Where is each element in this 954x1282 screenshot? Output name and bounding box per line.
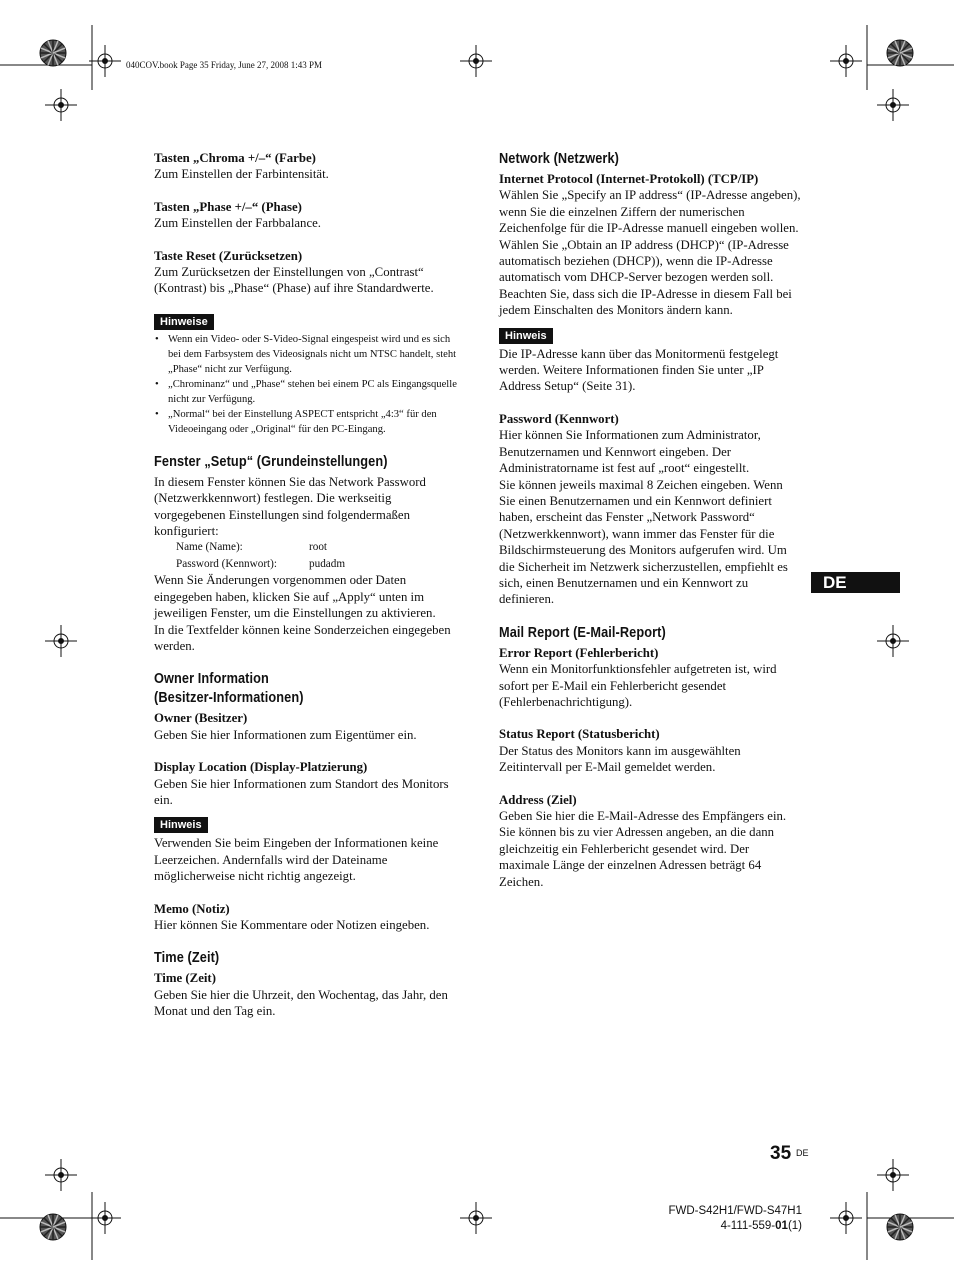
- part-code: [620, 1219, 802, 1234]
- setup-intro: In diesem Fenster können Sie das Network Password (Netzwerkkennwort) festlegen. Die werkseitig vorgegebenen Einstellungen sind folgendermaßen konfiguriert:: [154, 474, 426, 539]
- owner-description: Geben Sie hier Informationen zum Eigentümer ein.: [154, 727, 417, 742]
- status-report-term: Status Report (Statusbericht): [499, 727, 660, 742]
- owner-term: Owner (Besitzer): [154, 711, 248, 726]
- time-heading: Time (Zeit): [154, 950, 220, 967]
- config-key: Password (Kennwort):: [176, 557, 277, 570]
- crosshair-dot: [59, 1173, 64, 1178]
- crosshair-dot: [891, 1173, 896, 1178]
- ip-description-manual: Wählen Sie „Specify an IP address“ (IP-Adresse angeben), wenn Sie die einzelnen Ziffern der numerischen Zeichenfolge für die IP-Adresse manuell eingeben wollen.: [499, 188, 801, 236]
- password-term: Password (Kennwort): [499, 411, 619, 426]
- chroma-description: Zum Einstellen der Farbintensität.: [154, 167, 329, 182]
- password-description: Hier können Sie Informationen zum Administrator, Benutzernamen und Kennwort eingeben. Der Administratorname ist fest auf „root“ eingestellt.: [499, 428, 761, 476]
- model-info: [620, 1204, 802, 1234]
- address-description: Geben Sie hier die E-Mail-Adresse des Empfängers ein. Sie können bis zu vier Adressen angeben, an die dann gleichzeitig ein Fehlerbericht gesendet wird. Der maximale Länge der einzelnen Adressen beträgt 64 Zeichen.: [499, 809, 787, 889]
- address-term: Address (Ziel): [499, 792, 577, 807]
- config-value: root: [309, 541, 328, 554]
- phase-term: Tasten „Phase +/–“ (Phase): [154, 199, 302, 214]
- crosshair-dot: [474, 1216, 479, 1221]
- memo-term: Memo (Notiz): [154, 901, 230, 916]
- crosshair-dot: [844, 1216, 849, 1221]
- model-name: FWD-S42H1/FWD-S47H1: [668, 1205, 802, 1217]
- owner-heading: [154, 670, 422, 708]
- registration-target: [887, 40, 913, 66]
- owner-heading-line-2: (Besitzer-Informationen): [154, 690, 304, 707]
- hint-badge: Hinweis: [154, 817, 208, 833]
- reset-term: Taste Reset (Zurücksetzen): [154, 248, 303, 263]
- part-code-prefix: 4-111-559-: [720, 1220, 776, 1232]
- chroma-term: Tasten „Chroma +/–“ (Farbe): [154, 151, 316, 165]
- location-description: Geben Sie hier Informationen zum Standort des Monitors ein.: [154, 776, 449, 807]
- language-tab: DE: [811, 572, 900, 593]
- setup-special-chars-text: In die Textfelder können keine Sonderzeichen eingegeben werden.: [154, 622, 451, 653]
- config-row: [176, 556, 459, 572]
- ip-description-dhcp: Wählen Sie „Obtain an IP address (DHCP)“ (IP-Adresse automatisch beziehen (DHCP)), wenn die IP-Adresse automatisch vom DHCP-Server bezogen werden soll. Beachten Sie, dass sich die IP-Adresse in diesem Fall bei jedem Einschalten des Monitors ändern kann.: [499, 237, 792, 318]
- registration-target: [887, 1214, 913, 1240]
- ip-term: Internet Protocol (Internet-Protokoll) (TCP/IP): [499, 172, 759, 186]
- hint-text: Die IP-Adresse kann über das Monitormenü festgelegt werden. Weitere Informationen finden Sie unter „IP Address Setup“ (Seite 31).: [499, 346, 779, 394]
- crosshair-dot: [891, 639, 896, 644]
- network-heading: Network (Netzwerk): [499, 151, 619, 167]
- registration-target: [40, 40, 66, 66]
- setup-apply-text: Wenn Sie Änderungen vorgenommen oder Daten eingegeben haben, klicken Sie auf „Apply“ unten im jeweiligen Fenster, um die Einstellungen zu aktivieren.: [154, 573, 436, 621]
- note-item: • „Normal“ bei der Einstellung ASPECT entspricht „4:3“ für den Videoeingang oder „Original“ für den PC-Eingang.: [154, 407, 459, 437]
- crosshair-dot: [59, 103, 64, 108]
- hint-badge: Hinweis: [499, 328, 553, 344]
- notes-badge: Hinweise: [154, 314, 214, 330]
- crosshair-dot: [59, 639, 64, 644]
- registration-target: [40, 1214, 66, 1240]
- config-value: pudadm: [309, 557, 346, 570]
- crosshair-dot: [103, 1216, 108, 1221]
- crosshair-dot: [844, 59, 849, 64]
- config-row: [176, 539, 459, 555]
- config-key: Name (Name):: [176, 541, 243, 554]
- reset-description: Zum Zurücksetzen der Einstellungen von „Contrast“ (Kontrast) bis „Phase“ (Phase) auf ihre Standardwerte.: [154, 265, 434, 296]
- setup-heading: Fenster „Setup“ (Grundeinstellungen): [154, 453, 388, 470]
- location-term: Display Location (Display-Platzierung): [154, 760, 368, 775]
- phase-description: Zum Einstellen der Farbbalance.: [154, 216, 322, 231]
- note-item: • „Chrominanz“ und „Phase“ stehen bei einem PC als Eingangsquelle nicht zur Verfügung.: [154, 377, 459, 407]
- error-report-description: Wenn ein Monitorfunktionsfehler aufgetreten ist, wird sofort per E-Mail ein Fehlerbericht gesendet (Fehlerbenachrichtigung).: [499, 662, 777, 709]
- error-report-term: Error Report (Fehlerbericht): [499, 645, 659, 660]
- crosshair-dot: [474, 59, 479, 64]
- part-code-revision: 01: [775, 1220, 788, 1232]
- hint-text: Verwenden Sie beim Eingeben der Informationen keine Leerzeichen. Andernfalls wird der Dateiname möglicherweise nicht richtig angezeigt.: [154, 836, 439, 884]
- default-config: [154, 539, 459, 572]
- owner-heading-line-1: Owner Information: [154, 671, 269, 688]
- time-description: Geben Sie hier die Uhrzeit, den Wochentag, das Jahr, den Monat und den Tag ein.: [154, 987, 448, 1019]
- notes-list: [154, 332, 459, 437]
- mail-report-heading: Mail Report (E-Mail-Report): [499, 624, 666, 641]
- page-number: 35: [770, 1143, 792, 1164]
- memo-description: Hier können Sie Kommentare oder Notizen eingeben.: [154, 917, 430, 932]
- part-code-suffix: (1): [787, 1220, 802, 1232]
- crosshair-dot: [103, 59, 108, 64]
- password-length-description: Sie können jeweils maximal 8 Zeichen eingeben. Wenn Sie einen Benutzernamen und ein Kennwort definiert haben, erscheint das Fenster „Network Password“ (Netzwerkkennwort), wann immer das Fenster für die Bildschirmsteuerung des Monitors aufgerufen wird. Um die Sicherheit im Netzwerk sicherzustellen, empfiehlt es sich, einen Benutzernamen und ein Kennwort zu definieren.: [499, 477, 788, 607]
- crosshair-dot: [891, 103, 896, 108]
- note-item: • Wenn ein Video- oder S-Video-Signal eingespeist wird und es sich bei dem Farbsystem des Videosignals nicht um NTSC handelt, steht „Phase“ nicht zur Verfügung.: [154, 332, 459, 377]
- page-number-suffix: DE: [796, 1148, 809, 1158]
- time-term: Time (Zeit): [154, 971, 216, 986]
- status-report-description: Der Status des Monitors kann im ausgewählten Zeitintervall per E-Mail gemeldet werden.: [499, 743, 741, 775]
- right-column: [499, 150, 801, 890]
- left-column: [154, 150, 459, 1020]
- print-slug: 040COV.book Page 35 Friday, June 27, 2008 1:43 PM: [126, 60, 323, 70]
